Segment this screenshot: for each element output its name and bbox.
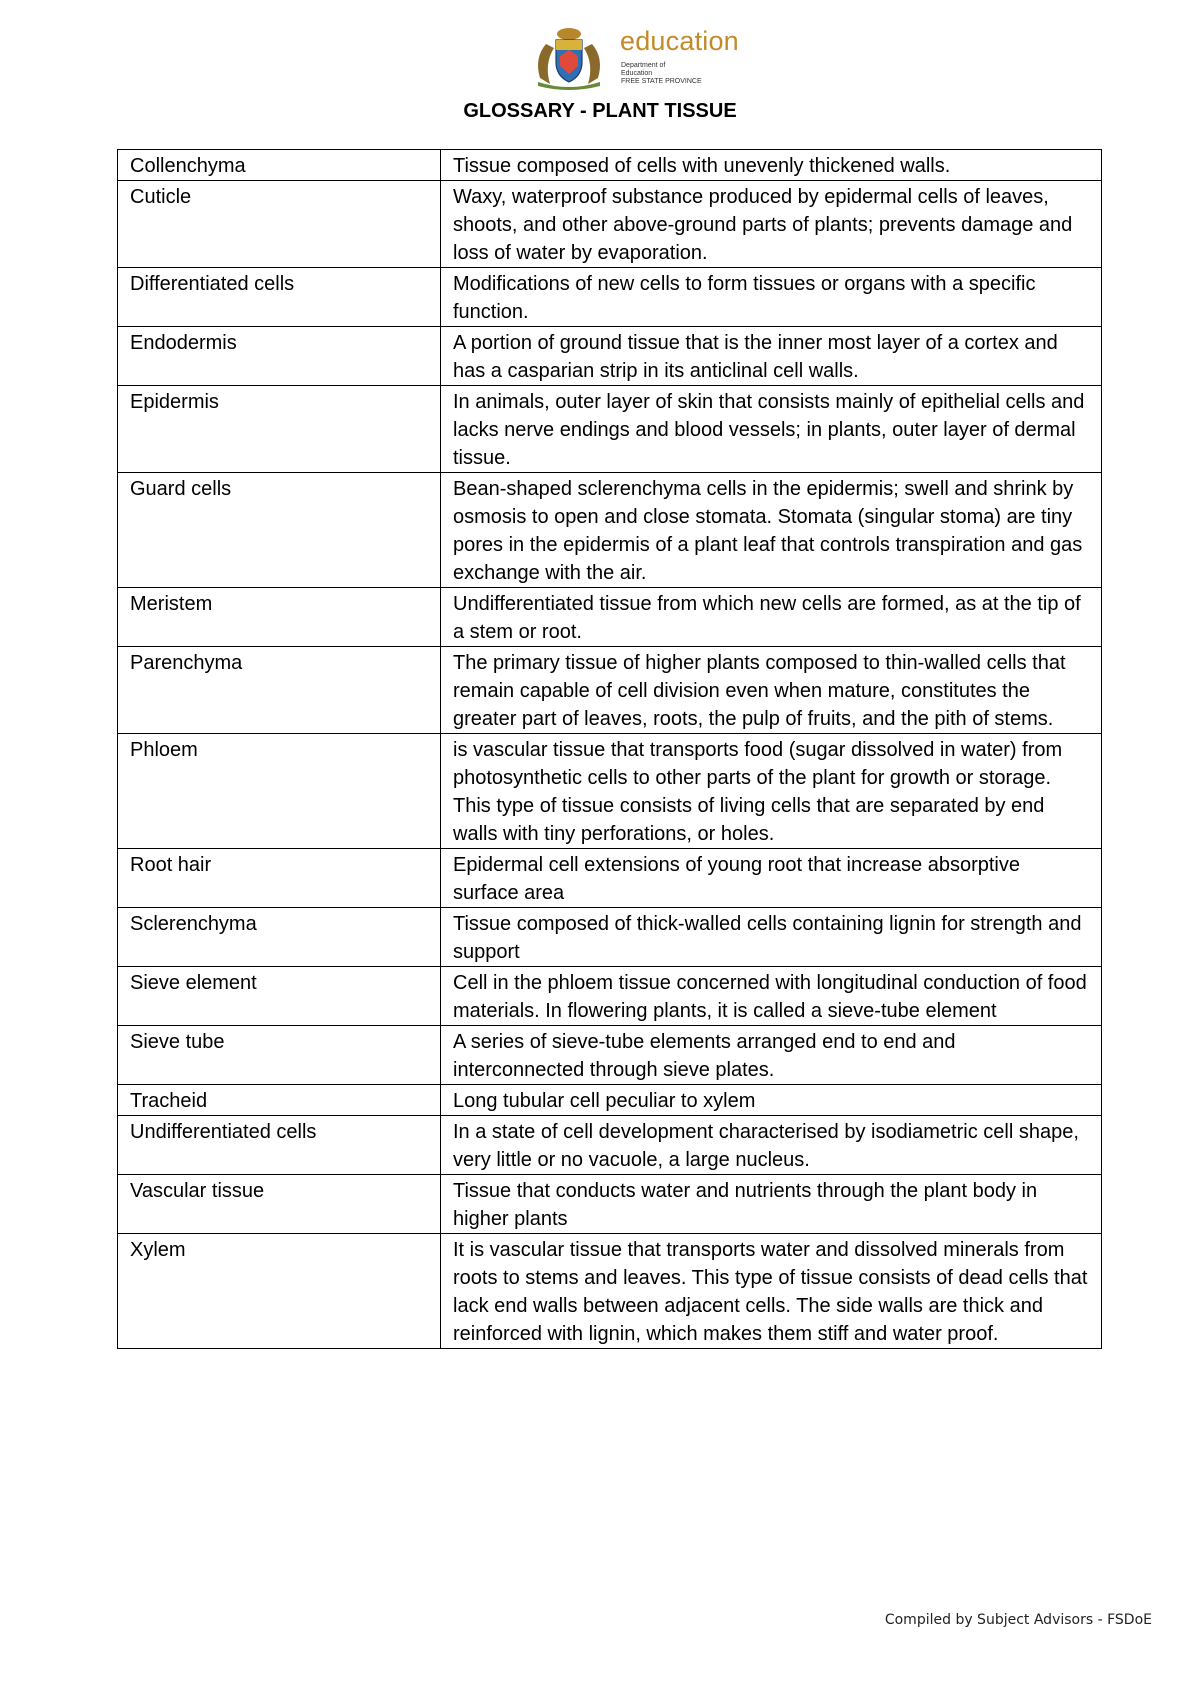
glossary-term: Epidermis	[118, 386, 441, 473]
glossary-term: Sieve tube	[118, 1026, 441, 1085]
glossary-definition: It is vascular tissue that transports water and dissolved minerals from roots to stems and leaves. This type of tissue consists of dead cells that lack end walls between adjacent cells. The side walls are thick and reinforced with lignin, which makes them stiff and water proof.	[441, 1234, 1102, 1349]
glossary-definition: Modifications of new cells to form tissues or organs with a specific function.	[441, 268, 1102, 327]
glossary-term: Tracheid	[118, 1085, 441, 1116]
glossary-term: Cuticle	[118, 181, 441, 268]
glossary-row	[118, 150, 1102, 181]
glossary-row	[118, 647, 1102, 734]
glossary-table	[117, 149, 1102, 1349]
glossary-term: Vascular tissue	[118, 1175, 441, 1234]
glossary-row	[118, 473, 1102, 588]
glossary-row	[118, 1116, 1102, 1175]
glossary-term: Root hair	[118, 849, 441, 908]
glossary-row	[118, 1085, 1102, 1116]
glossary-row	[118, 967, 1102, 1026]
glossary-row	[118, 268, 1102, 327]
glossary-row	[118, 181, 1102, 268]
glossary-row	[118, 1175, 1102, 1234]
glossary-term: Collenchyma	[118, 150, 441, 181]
glossary-definition: is vascular tissue that transports food (sugar dissolved in water) from photosynthetic cells to other parts of the plant for growth or storage. This type of tissue consists of living cells that are separated by end walls with tiny perforations, or holes.	[441, 734, 1102, 849]
glossary-definition: Bean-shaped sclerenchyma cells in the epidermis; swell and shrink by osmosis to open and close stomata. Stomata (singular stoma) are tiny pores in the epidermis of a plant leaf that controls transpiration and gas exchange with the air.	[441, 473, 1102, 588]
glossary-row	[118, 908, 1102, 967]
glossary-term: Xylem	[118, 1234, 441, 1349]
glossary-definition: Undifferentiated tissue from which new cells are formed, as at the tip of a stem or root.	[441, 588, 1102, 647]
glossary-term: Differentiated cells	[118, 268, 441, 327]
glossary-row	[118, 849, 1102, 908]
glossary-row	[118, 734, 1102, 849]
glossary-definition: In a state of cell development characterised by isodiametric cell shape, very little or no vacuole, a large nucleus.	[441, 1116, 1102, 1175]
page-title: GLOSSARY - PLANT TISSUE	[463, 100, 737, 122]
glossary-term: Undifferentiated cells	[118, 1116, 441, 1175]
glossary-definition: A series of sieve-tube elements arranged end to end and interconnected through sieve plates.	[441, 1026, 1102, 1085]
logo-wordmark: education	[620, 26, 739, 56]
glossary-definition: A portion of ground tissue that is the inner most layer of a cortex and has a casparian strip in its anticlinal cell walls.	[441, 327, 1102, 386]
glossary-definition: The primary tissue of higher plants composed to thin-walled cells that remain capable of cell division even when mature, constitutes the greater part of leaves, roots, the pulp of fruits, and the pith of stems.	[441, 647, 1102, 734]
glossary-definition: Long tubular cell peculiar to xylem	[441, 1085, 1102, 1116]
glossary-definition: Epidermal cell extensions of young root that increase absorptive surface area	[441, 849, 1102, 908]
coat-of-arms-icon	[524, 26, 614, 90]
glossary-definition: Tissue composed of cells with unevenly thickened walls.	[441, 150, 1102, 181]
glossary-term: Meristem	[118, 588, 441, 647]
glossary-term: Sclerenchyma	[118, 908, 441, 967]
glossary-term: Parenchyma	[118, 647, 441, 734]
glossary-definition: Cell in the phloem tissue concerned with longitudinal conduction of food materials. In flowering plants, it is called a sieve-tube element	[441, 967, 1102, 1026]
education-logo	[524, 26, 739, 90]
glossary-definition: Tissue composed of thick-walled cells containing lignin for strength and support	[441, 908, 1102, 967]
glossary-row	[118, 1234, 1102, 1349]
glossary-row	[118, 327, 1102, 386]
glossary-term: Sieve element	[118, 967, 441, 1026]
glossary-definition: Waxy, waterproof substance produced by epidermal cells of leaves, shoots, and other above-ground parts of plants; prevents damage and loss of water by evaporation.	[441, 181, 1102, 268]
glossary-row	[118, 386, 1102, 473]
glossary-term: Phloem	[118, 734, 441, 849]
glossary-definition: In animals, outer layer of skin that consists mainly of epithelial cells and lacks nerve endings and blood vessels; in plants, outer layer of dermal tissue.	[441, 386, 1102, 473]
logo-subtitle	[621, 62, 702, 86]
logo-subtitle-line: Department of	[621, 62, 666, 69]
glossary-term: Endodermis	[118, 327, 441, 386]
glossary-row	[118, 588, 1102, 647]
glossary-definition: Tissue that conducts water and nutrients through the plant body in higher plants	[441, 1175, 1102, 1234]
glossary-row	[118, 1026, 1102, 1085]
glossary-body	[118, 150, 1102, 1349]
footer-credit: Compiled by Subject Advisors - FSDoE	[884, 1612, 1152, 1628]
logo-subtitle-line: FREE STATE PROVINCE	[621, 78, 702, 85]
logo-subtitle-line: Education	[621, 70, 653, 77]
glossary-term: Guard cells	[118, 473, 441, 588]
